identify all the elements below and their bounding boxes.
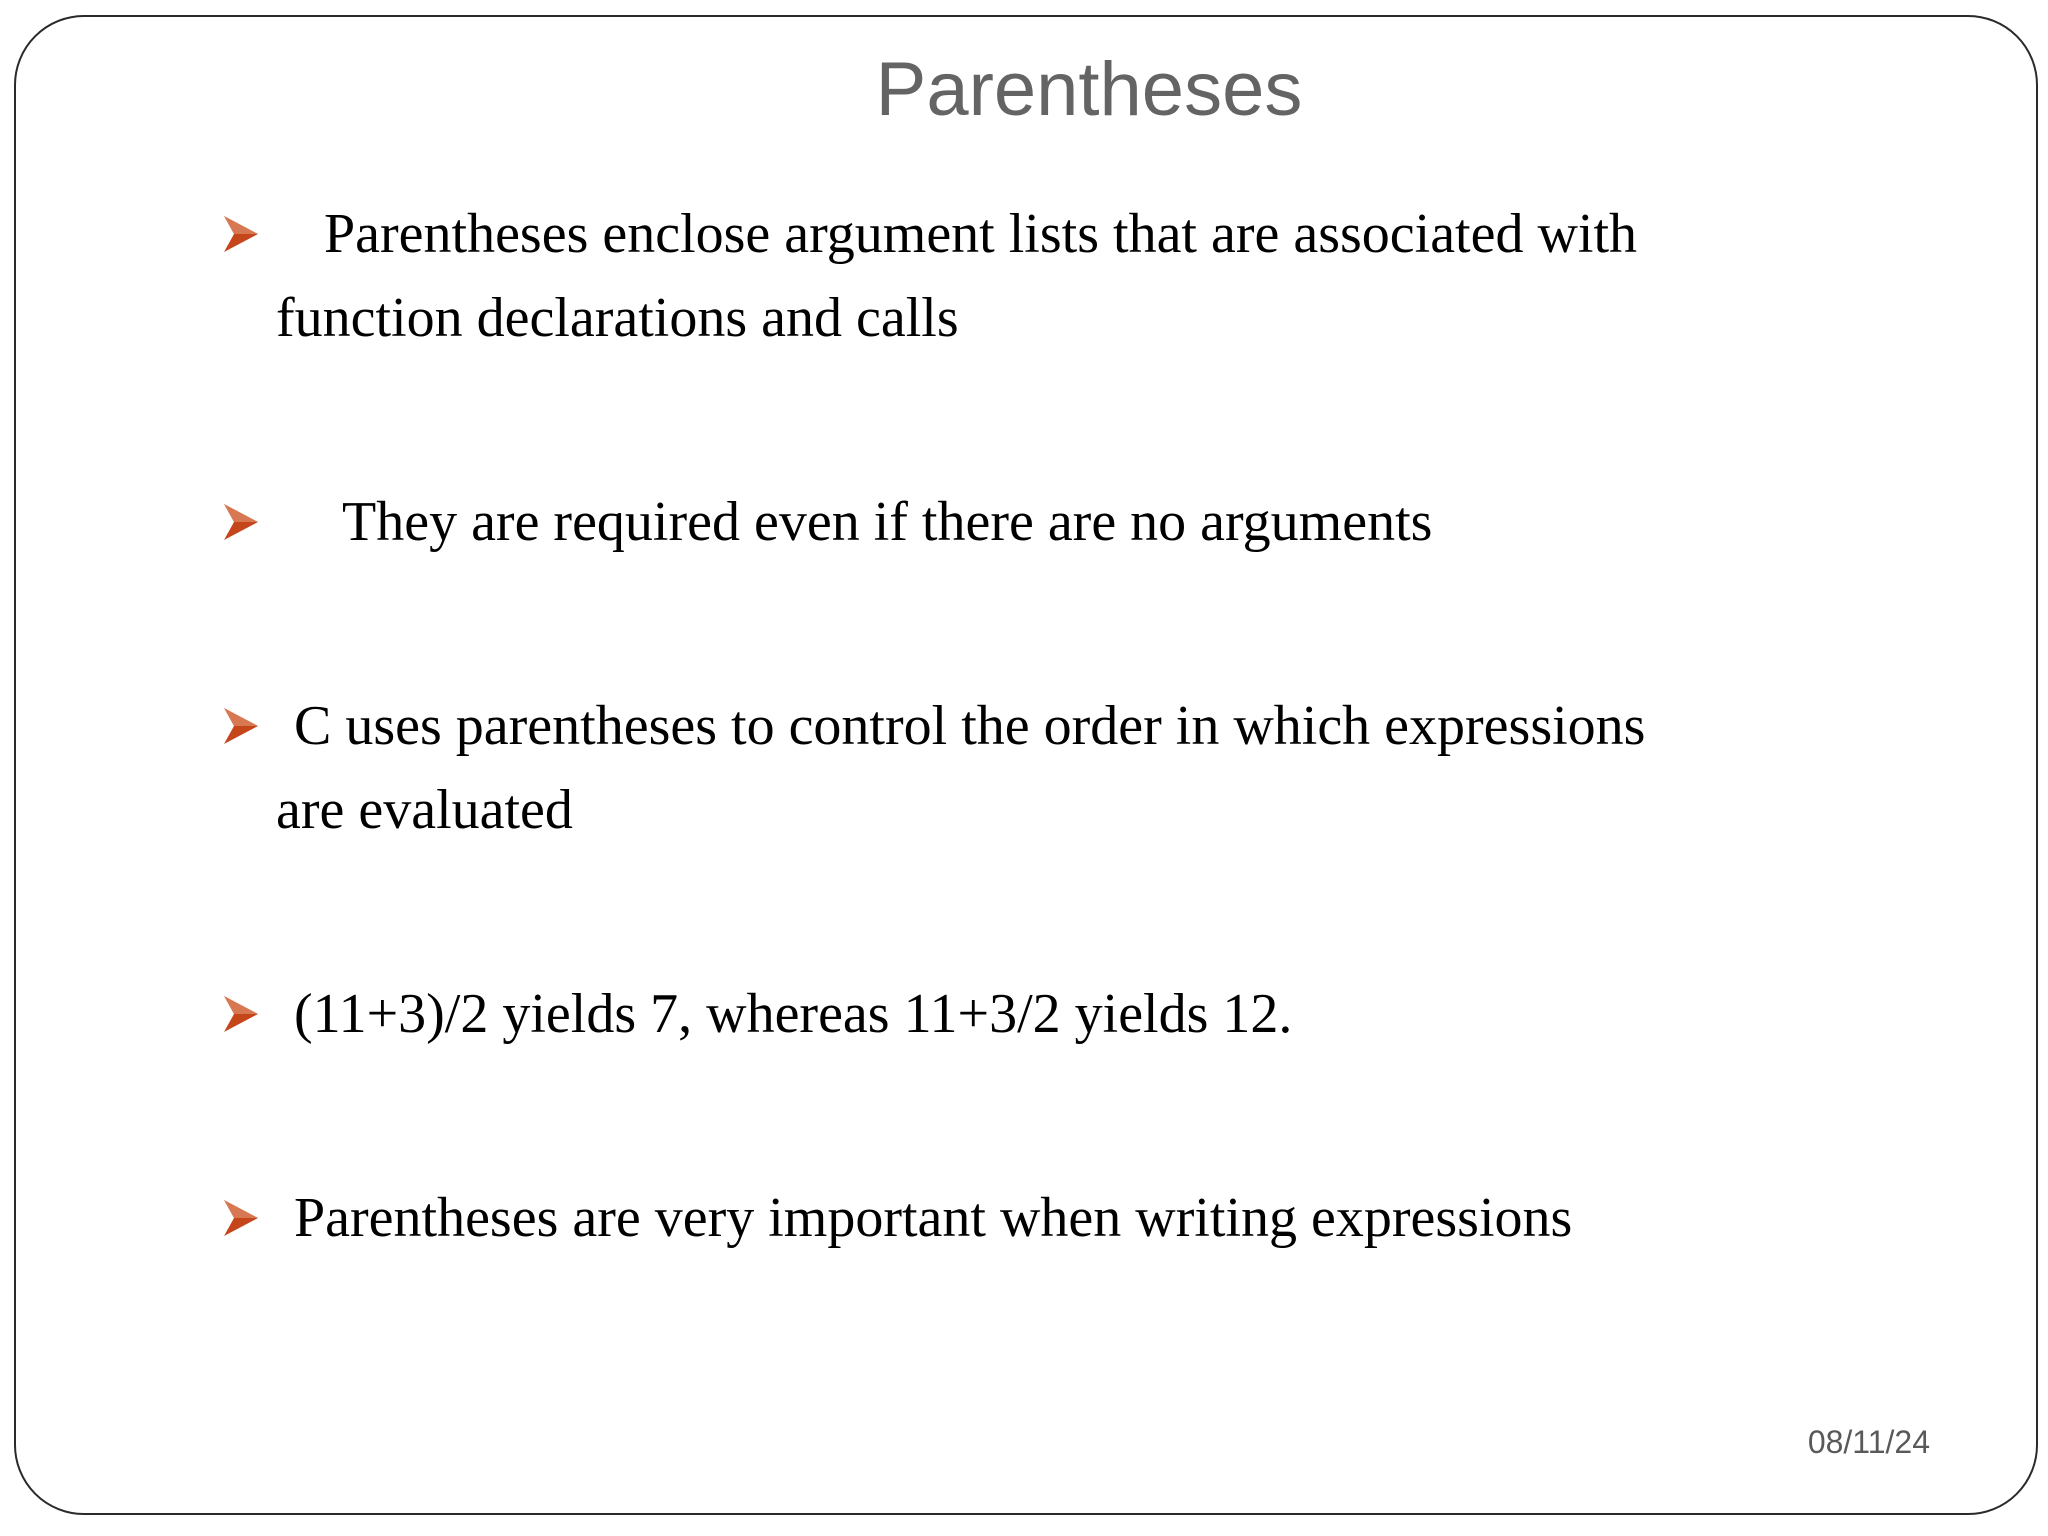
- bullet-3-line-2: are evaluated: [276, 779, 573, 841]
- slide-title: Parentheses: [875, 47, 1303, 132]
- bullet-5-line-1: Parentheses are very important when writing expressions: [294, 1187, 1573, 1249]
- arrowhead-bullet-icon: [222, 502, 260, 542]
- arrowhead-bullet-icon: [222, 214, 260, 254]
- slide-date: 08/11/24: [1807, 1424, 1930, 1460]
- arrowhead-bullet-icon: [222, 706, 260, 746]
- arrowhead-bullet-icon: [222, 1198, 260, 1238]
- arrowhead-bullet-icon: [222, 994, 260, 1034]
- bullet-4-line-1: (11+3)/2 yields 7, whereas 11+3/2 yields 12.: [294, 983, 1293, 1045]
- bullet-2-line-1: They are required even if there are no arguments: [342, 491, 1433, 553]
- bullet-1-line-2: function declarations and calls: [276, 287, 959, 349]
- bullet-3-line-1: C uses parentheses to control the order in which expressions: [294, 695, 1646, 757]
- bullet-1-line-1: Parentheses enclose argument lists that are associated with: [324, 203, 1638, 265]
